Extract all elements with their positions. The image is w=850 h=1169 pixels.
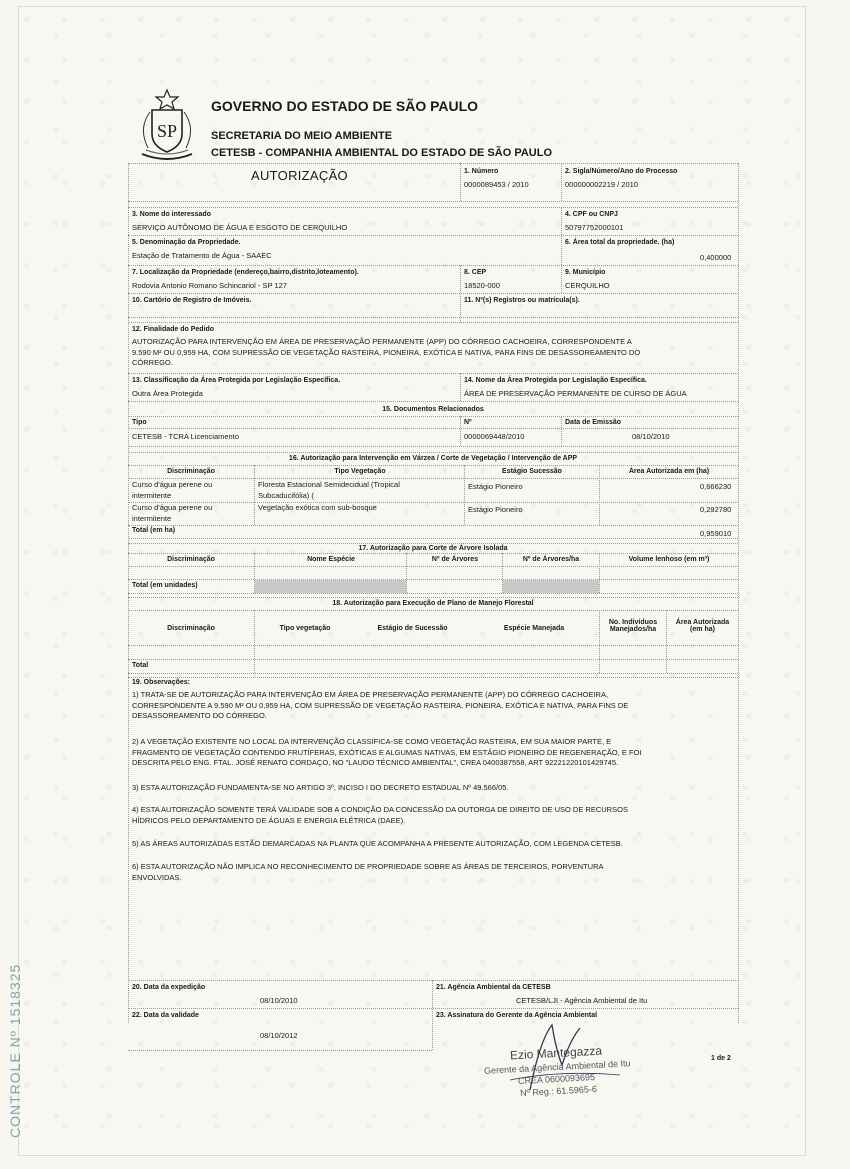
page-number: 1 de 2 xyxy=(711,1055,731,1062)
cetesb-title: CETESB - COMPANHIA AMBIENTAL DO ESTADO DE SÃO PAULO xyxy=(211,147,553,159)
field-localizacao-label: 7. Localização da Propriedade (endereço,bairro,distrito,loteamento). xyxy=(132,269,359,276)
corte-header-arvores: Nº de Árvores xyxy=(431,556,479,563)
field-validade-label: 22. Data da validade xyxy=(132,1012,199,1019)
field-cep-value: 18520-000 xyxy=(464,281,500,290)
field-validade-value: 08/10/2012 xyxy=(260,1031,298,1040)
corte-header-arvores-ha: Nº de Árvores/ha xyxy=(522,556,580,563)
field-classificacao-label: 13. Classificação da Área Protegida por Legislação Específica. xyxy=(132,377,341,384)
field-classificacao-value: Outra Área Protegida xyxy=(132,389,203,398)
documentos-data: 08/10/2010 xyxy=(632,432,670,441)
signature-registro: Nº Reg.: 61.5965-6 xyxy=(519,1083,598,1099)
field-agencia-label: 21. Agência Ambiental da CETESB xyxy=(436,984,551,991)
field-municipio-value: CERQUILHO xyxy=(565,281,610,290)
secretaria-title: SECRETARIA DO MEIO AMBIENTE xyxy=(211,130,393,142)
field-interessado-label: 3. Nome do interessado xyxy=(132,211,211,218)
intervencao-header-tipo-vegetacao: Tipo Vegetação xyxy=(334,468,386,475)
signature-crea: CREA 0600093695 xyxy=(517,1071,596,1087)
field-interessado-value: SERVIÇO AUTÔNOMO DE ÁGUA E ESGOTO DE CERQUILHO xyxy=(132,223,348,232)
documentos-tipo: CETESB - TCRA Licenciamento xyxy=(132,432,239,441)
observacao-4: 4) ESTA AUTORIZAÇÃO SOMENTE TERÁ VALIDADE SOB A CONDIÇÃO DA CONCESSÃO DA OUTORGA DE DIREITO DE USO DE RECURSOS HÍDRICOS PELO DEPARTAMENTO DE ÁGUAS E ENERGIA ELÉTRICA (DAEE). xyxy=(132,805,628,825)
field-processo-label: 2. Sigla/Número/Ano do Processo xyxy=(565,168,678,175)
field-localizacao-value: Rodovia Antonio Romano Schincariol - SP 127 xyxy=(132,281,287,290)
field-cartorio-label: 10. Cartório de Registro de Imóveis. xyxy=(132,297,252,304)
documentos-numero: 0000069448/2010 xyxy=(464,432,525,441)
observacoes-label: 19. Observações: xyxy=(132,679,190,686)
corte-header-discriminacao: Discriminação xyxy=(167,556,215,563)
field-processo-value: 000000002219 / 2010 xyxy=(565,180,638,189)
intervencao-header-estagio: Estágio Sucessão xyxy=(502,468,562,475)
documentos-header-data: Data de Emissão xyxy=(565,419,622,426)
section-corte-arvore-title: 17. Autorização para Corte de Árvore Isolada xyxy=(358,545,508,552)
field-numero-value: 0000089453 / 2010 xyxy=(464,180,529,189)
intervencao-row-1-discriminacao: Curso d'água perene ou intermitente xyxy=(132,480,213,500)
document-title: AUTORIZAÇÃO xyxy=(251,168,348,183)
field-numero-label: 1. Número xyxy=(464,168,499,175)
observacao-5: 5) AS ÁREAS AUTORIZADAS ESTÃO DEMARCADAS NA PLANTA QUE ACOMPANHA A PRESENTE AUTORIZAÇÃO, COM LEGENDA CETESB. xyxy=(132,839,623,848)
documentos-header-numero: Nº xyxy=(464,419,472,426)
intervencao-row-1-vegetacao: Floresta Estacional Semidecidual (Tropical Subcaducifólia) ( xyxy=(258,480,400,500)
section-manejo-title: 18. Autorização para Execução de Plano de Manejo Florestal xyxy=(332,600,534,607)
intervencao-row-1-estagio: Estágio Pioneiro xyxy=(468,482,523,491)
manejo-header-estagio: Estágio de Sucessão xyxy=(377,625,448,632)
field-assinatura-label: 23. Assinatura do Gerente da Agência Ambiental xyxy=(436,1012,598,1019)
corte-total-label: Total (em unidades) xyxy=(132,582,198,589)
svg-text:SP: SP xyxy=(156,121,178,141)
documentos-header-tipo: Tipo xyxy=(132,419,147,426)
field-cnpj-value: 50797752000101 xyxy=(565,223,624,232)
corte-shaded-cell xyxy=(503,580,599,593)
field-municipio-label: 9. Município xyxy=(565,269,606,276)
intervencao-total-value: 0,959010 xyxy=(700,529,732,538)
manejo-total-label: Total xyxy=(132,662,149,669)
government-title: GOVERNO DO ESTADO DE SÃO PAULO xyxy=(211,98,479,114)
corte-shaded-cell xyxy=(255,580,406,593)
manejo-header-area: Área Autorizada (em ha) xyxy=(675,619,730,633)
field-registros-label: 11. Nº(s) Registros ou matrícula(s). xyxy=(464,297,580,304)
field-expedicao-label: 20. Data da expedição xyxy=(132,984,206,991)
manejo-header-discriminacao: Discriminação xyxy=(167,625,215,632)
field-nome-area-value: ÁREA DE PRESERVAÇÃO PERMANENTE DE CURSO DE ÁGUA xyxy=(464,389,687,398)
field-nome-area-label: 14. Nome da Área Protegida por Legislação Específica. xyxy=(464,377,647,384)
field-agencia-value: CETESB/LJI - Agência Ambiental de Itu xyxy=(516,996,648,1005)
manejo-header-tipo-vegetacao: Tipo vegetação xyxy=(279,625,331,632)
intervencao-header-area: Área Autorizada em (ha) xyxy=(628,468,710,475)
field-area-total-value: 0,400000 xyxy=(700,253,732,262)
field-cep-label: 8. CEP xyxy=(464,269,487,276)
intervencao-total-label: Total (em ha) xyxy=(132,527,176,534)
field-finalidade-label: 12. Finalidade do Pedido xyxy=(132,326,215,333)
field-propriedade-label: 5. Denominação da Propriedade. xyxy=(132,239,241,246)
field-propriedade-value: Estação de Tratamento de Água - SAAEC xyxy=(132,251,272,260)
manejo-header-especie: Espécie Manejada xyxy=(503,625,565,632)
intervencao-row-2-estagio: Estágio Pioneiro xyxy=(468,505,523,514)
observacao-1: 1) TRATA-SE DE AUTORIZAÇÃO PARA INTERVENÇÃO EM ÁREA DE PRESERVAÇÃO PERMANENTE (APP) DO CÓRREGO CACHOEIRA, CORRESPONDENTE A 9.590 M² OU 0,959 HA, COM SUPRESSÃO DE VEGETAÇÃO RASTEIRA, PIONEIRA, EXÓTICA E NATIVA, PARA FINS DE DESASSOREAMENTO DO CÓRREGO. xyxy=(132,690,629,720)
observacao-3: 3) ESTA AUTORIZAÇÃO FUNDAMENTA-SE NO ARTIGO 3º, INCISO I DO DECRETO ESTADUAL Nº 49.566/05. xyxy=(132,783,509,792)
field-area-total-label: 6. Área total da propriedade. (ha) xyxy=(565,239,675,246)
sao-paulo-coat-of-arms-icon xyxy=(134,88,200,164)
corte-header-volume: Volume lenhoso (em m³) xyxy=(628,556,710,563)
section-intervencao-title: 16. Autorização para Intervenção em Várzea / Corte de Vegetação / Intervenção de APP xyxy=(288,455,578,462)
field-finalidade-text: AUTORIZAÇÃO PARA INTERVENÇÃO EM ÁREA DE PRESERVAÇÃO PERMANENTE (APP) DO CÓRREGO CACHOEIRA, CORRESPONDENTE A 9.590 M² OU 0,959 HA, COM SUPRESSÃO DE VEGETAÇÃO RASTEIRA, PIONEIRA, EXÓTICA E NATIVA, PARA FINS DE DESASSOREAMENTO DO CÓRREGO. xyxy=(132,337,641,367)
intervencao-row-1-area: 0,666230 xyxy=(700,482,732,491)
field-expedicao-value: 08/10/2010 xyxy=(260,996,298,1005)
signature-name: Ezio Mantegazza xyxy=(509,1043,603,1063)
intervencao-row-2-discriminacao: Curso d'água perene ou intermitente xyxy=(132,503,213,523)
observacao-2: 2) A VEGETAÇÃO EXISTENTE NO LOCAL DA INTERVENÇÃO CLASSIFICA-SE COMO VEGETAÇÃO RASTEIRA, EM SUA MAIOR PARTE, E FRAGMENTO DE VEGETAÇÃO CONTENDO FRUTÍFERAS, EXÓTICAS E ALGUMAS NATIVAS, EM ESTÁGIO PIONEIRO DE REGENERAÇÃO, E FOI DESCRITA PELO ENG. FTAL. JOSÉ RENATO CORDAÇO, NO "LAUDO TÉCNICO AMBIENTAL", CREA 0400387558, ART 92221220101429745. xyxy=(132,737,642,767)
section-documentos-title: 15. Documentos Relacionados xyxy=(382,406,484,413)
manejo-header-individuos: No. Indivíduos Manejados/ha xyxy=(608,619,658,633)
intervencao-header-discriminacao: Discriminação xyxy=(167,468,215,475)
control-number: CONTROLE Nº 1518325 xyxy=(7,963,23,1138)
signature-role: Gerente da Agência Ambiental de Itu xyxy=(483,1058,631,1076)
intervencao-row-2-area: 0,292780 xyxy=(700,505,732,514)
intervencao-row-2-vegetacao: Vegetação exótica com sub-bosque xyxy=(258,503,377,512)
field-cnpj-label: 4. CPF ou CNPJ xyxy=(565,211,618,218)
observacao-6: 6) ESTA AUTORIZAÇÃO NÃO IMPLICA NO RECONHECIMENTO DE PROPRIEDADE SOBRE AS ÁREAS DE TERCEIROS, PORVENTURA ENVOLVIDAS. xyxy=(132,862,604,882)
corte-header-especie: Nome Espécie xyxy=(307,556,355,563)
